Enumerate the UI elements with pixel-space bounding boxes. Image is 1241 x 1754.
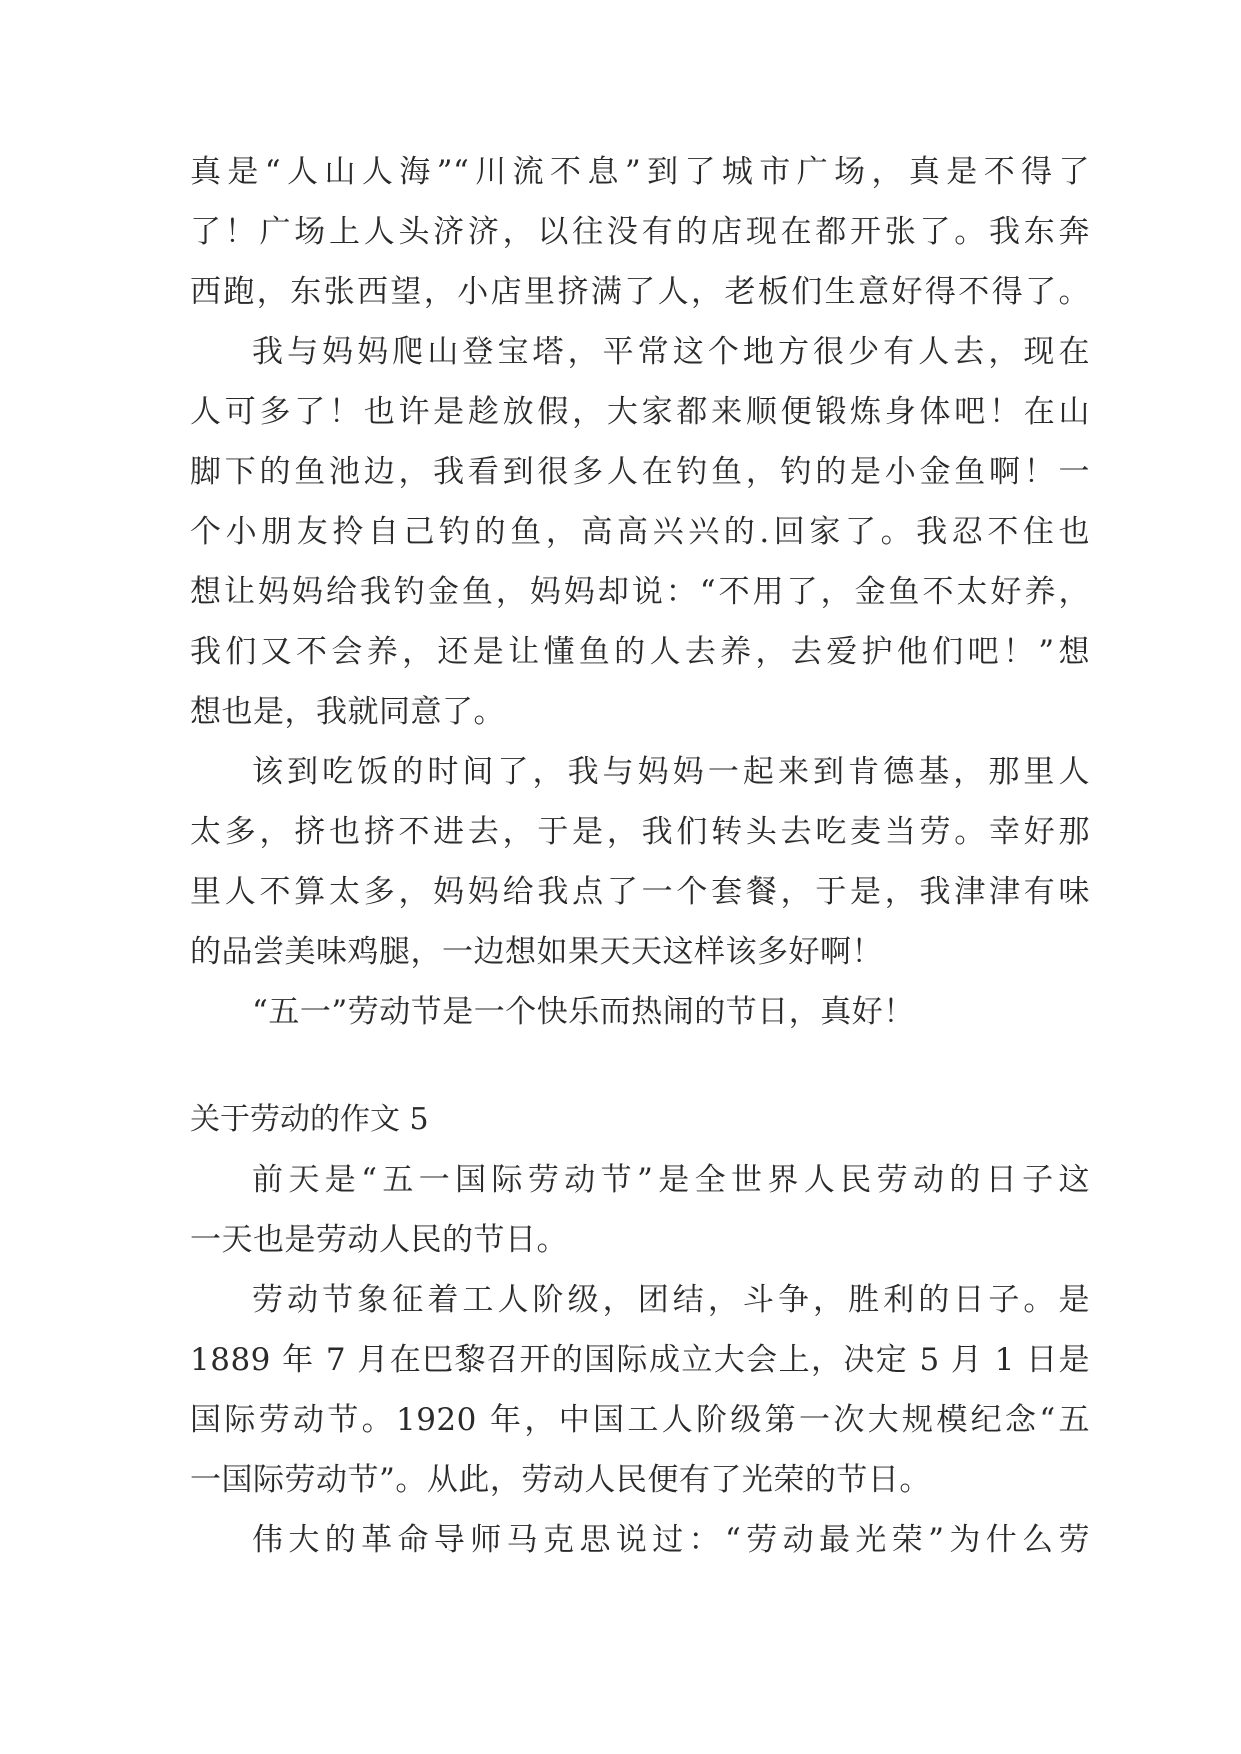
text-line: 一国际劳动节”。从此，劳动人民便有了光荣的节日。	[190, 1462, 931, 1498]
text-line: “五一”劳动节是一个快乐而热闹的节日，真好！	[252, 994, 915, 1030]
text-line: 想也是，我就同意了。	[190, 694, 505, 730]
text-line: 的品尝美味鸡腿，一边想如果天天这样该多好啊！	[190, 934, 883, 970]
text-line: 该到吃饭的时间了，我与妈妈一起来到肯德基，那里人	[252, 754, 1090, 790]
text-line: 一天也是劳动人民的节日。	[190, 1222, 568, 1258]
text-line: 我们又不会养，还是让懂鱼的人去养，去爱护他们吧！”想	[190, 634, 1090, 670]
text-line: 前天是“五一国际劳动节”是全世界人民劳动的日子这	[252, 1162, 1090, 1198]
text-line: 脚下的鱼池边，我看到很多人在钓鱼，钓的是小金鱼啊！一	[190, 454, 1090, 490]
text-line: 里人不算太多，妈妈给我点了一个套餐，于是，我津津有味	[190, 874, 1090, 910]
text-line: 人可多了！也许是趁放假，大家都来顺便锻炼身体吧！在山	[190, 394, 1090, 430]
text-line: 个小朋友拎自己钓的鱼，高高兴兴的.回家了。我忍不住也	[190, 514, 1090, 550]
text-line: 想让妈妈给我钓金鱼，妈妈却说：“不用了，金鱼不太好养，	[190, 574, 1090, 610]
text-line: 西跑，东张西望，小店里挤满了人，老板们生意好得不得了。	[190, 274, 1090, 310]
text-line: 劳动节象征着工人阶级，团结，斗争，胜利的日子。是	[252, 1282, 1090, 1318]
text-line: 国际劳动节。1920 年，中国工人阶级第一次大规模纪念“五	[190, 1402, 1090, 1438]
text-line: 1889 年 7 月在巴黎召开的国际成立大会上，决定 5 月 1 日是	[190, 1342, 1090, 1378]
text-line: 太多，挤也挤不进去，于是，我们转头去吃麦当劳。幸好那	[190, 814, 1090, 850]
text-line: 我与妈妈爬山登宝塔，平常这个地方很少有人去，现在	[252, 334, 1090, 370]
text-line: 真是“人山人海”“川流不息”到了城市广场，真是不得了	[190, 154, 1090, 190]
section-title: 关于劳动的作文 5	[190, 1102, 429, 1137]
text-line: 伟大的革命导师马克思说过：“劳动最光荣”为什么劳	[252, 1522, 1090, 1558]
text-line: 了！广场上人头济济，以往没有的店现在都开张了。我东奔	[190, 214, 1090, 250]
